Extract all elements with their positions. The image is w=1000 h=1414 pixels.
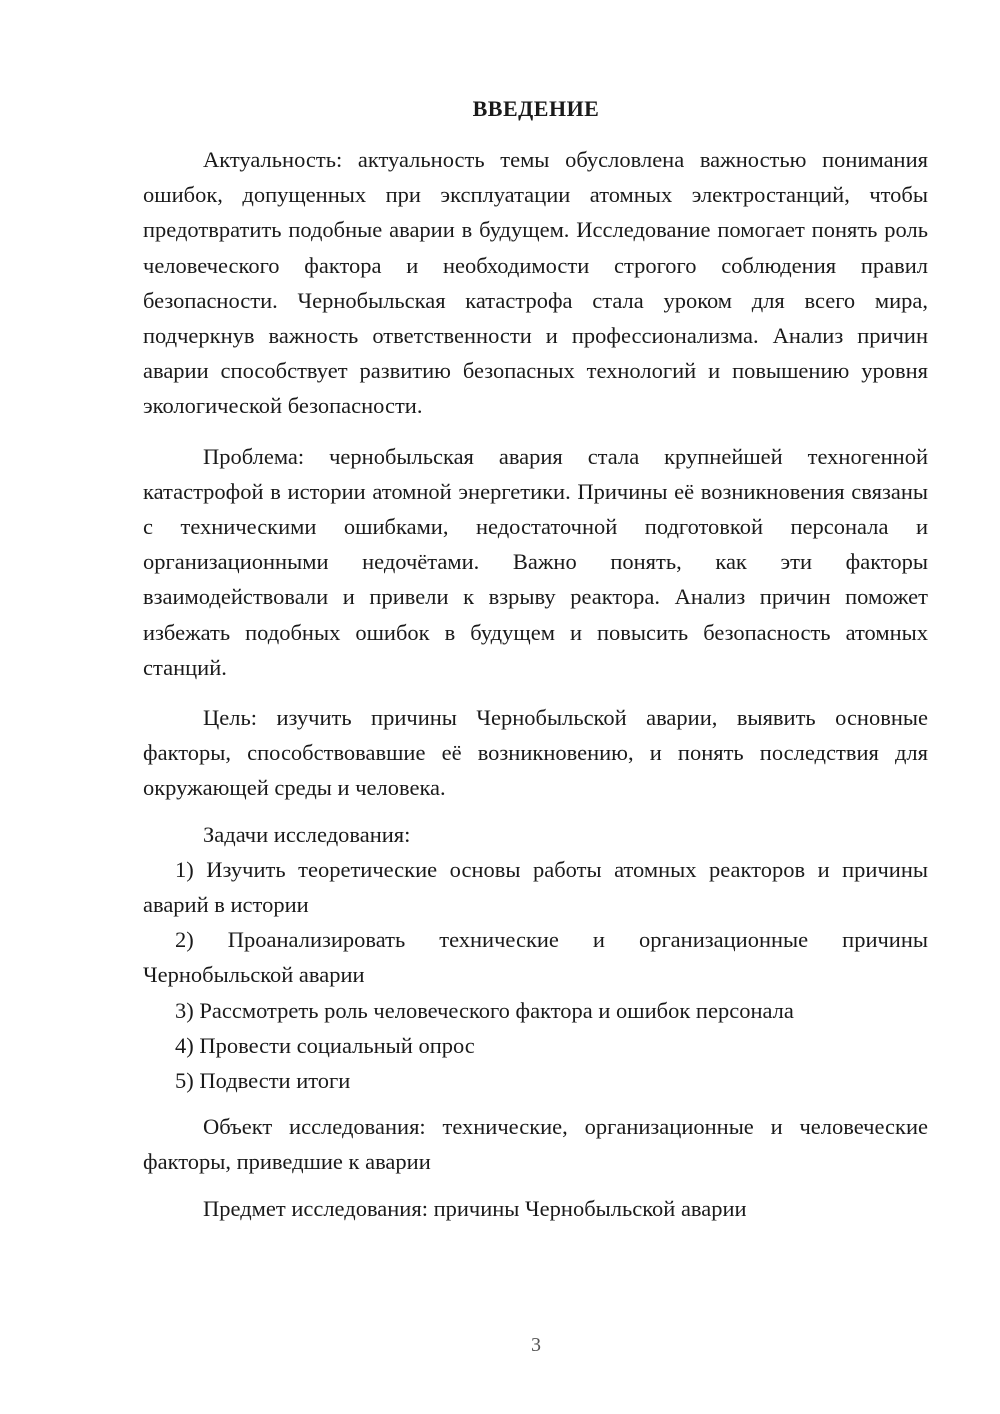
- tasks-heading: Задачи исследования:: [203, 821, 411, 847]
- paragraph-relevance: Актуальность: актуальность темы обусловлена важностью понимания ошибок, допущенных при эксплуатации атомных электростанций, чтобы предотвратить подобные аварии в будущем. Исследование помогает понять роль человеческого фактора и необходимости строгого соблюдения правил безопасности. Чернобыльская катастрофа стала уроком для всего мира, подчеркнув важность ответственности и профессионализма. Анализ причин аварии способствует развитию безопасных технологий и повышению уровня экологической безопасности.: [143, 147, 928, 419]
- task-item-3: 3) Рассмотреть роль человеческого фактора и ошибок персонала: [175, 997, 794, 1023]
- paragraph-goal: Цель: изучить причины Чернобыльской аварии, выявить основные факторы, способствовавшие её возникновению, и понять последствия для окружающей среды и человека.: [143, 705, 928, 801]
- task-item-4: 4) Провести социальный опрос: [175, 1032, 475, 1058]
- task-item-2: 2) Проанализировать технические и организационные причины Чернобыльской аварии: [143, 927, 928, 988]
- paragraph-object: Объект исследования: технические, организационные и человеческие факторы, приведшие к аварии: [143, 1114, 928, 1175]
- task-item-1: 1) Изучить теоретические основы работы атомных реакторов и причины аварий в истории: [143, 856, 928, 918]
- task-item-5: 5) Подвести итоги: [175, 1068, 351, 1094]
- page-number: 3: [531, 1334, 541, 1356]
- document-body: [143, 142, 928, 1226]
- page-title: ВВЕДЕНИЕ: [472, 96, 600, 121]
- paragraph-subject: Предмет исследования: причины Чернобыльской аварии: [203, 1195, 747, 1221]
- paragraph-problem: Проблема: чернобыльская авария стала крупнейшей техногенной катастрофой в истории атомной энергетики. Причины её возникновения связаны с техническими ошибками, недостаточной подготовкой персонала и организационными недочётами. Важно понять, как эти факторы взаимодействовали и привели к взрыву реактора. Анализ причин поможет избежать подобных ошибок в будущем и повысить безопасность атомных станций.: [143, 443, 928, 680]
